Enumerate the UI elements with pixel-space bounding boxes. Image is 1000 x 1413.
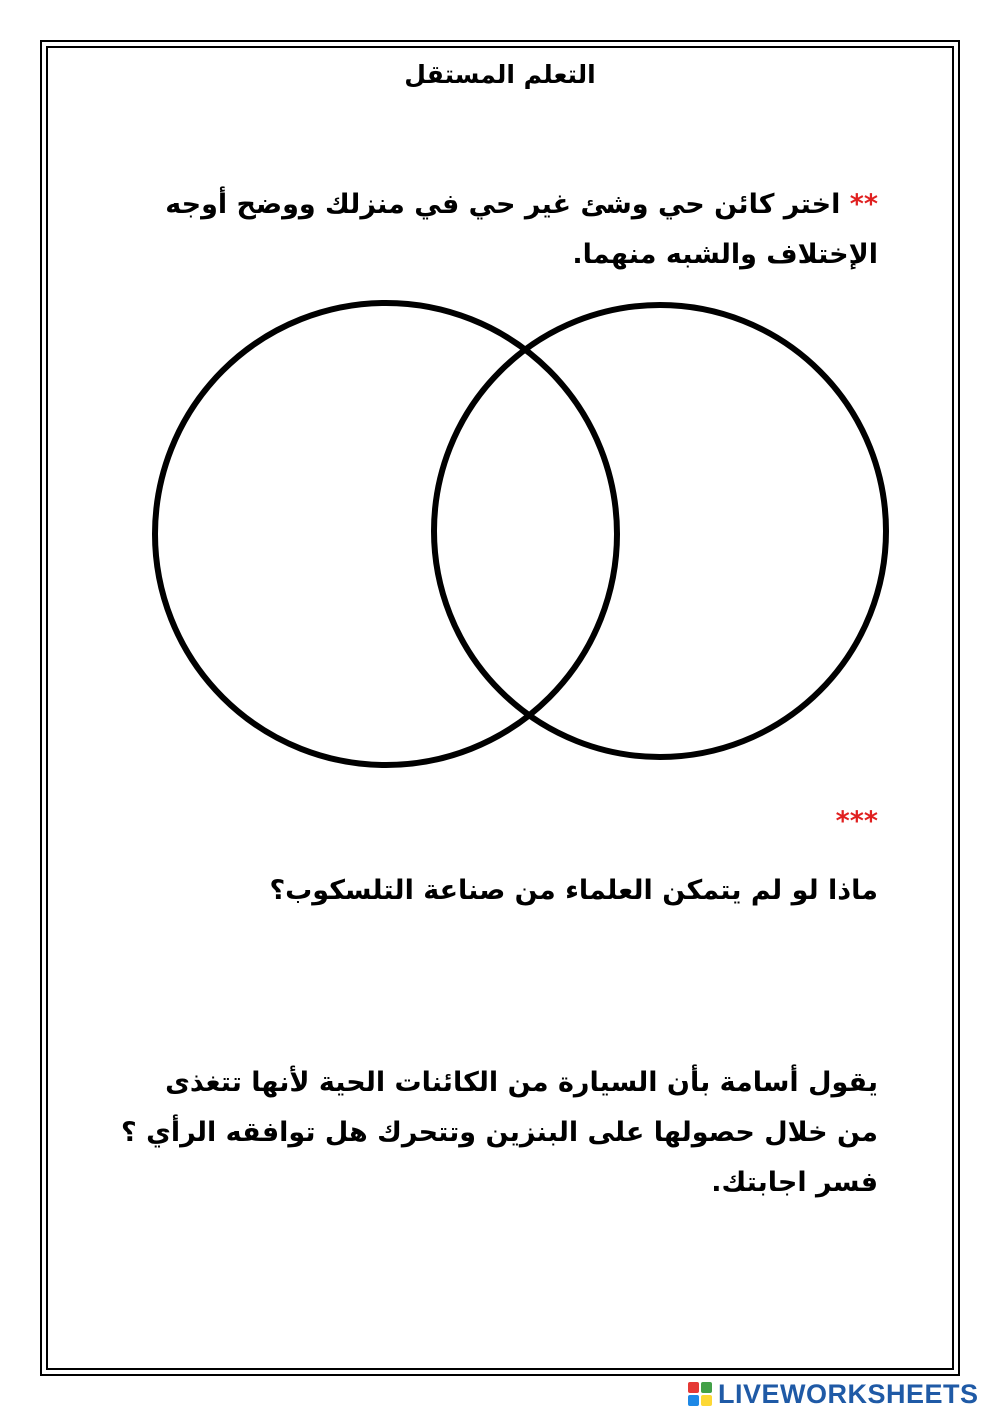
- brand-name: LIVEWORKSHEETS: [718, 1378, 979, 1409]
- liveworksheets-logo-icon: [688, 1382, 712, 1406]
- venn-circle-right: [434, 305, 886, 757]
- venn-circle-left: [155, 303, 617, 765]
- question-3-text: يقول أسامة بأن السيارة من الكائنات الحية لأنها تتغذى من خلال حصولها على البنزين وتتحرك هل توافقه الرأي ؟فسر اجابتك.: [121, 1067, 878, 1198]
- worksheet-title: التعلم المستقل: [404, 60, 596, 89]
- question-2-text: ماذا لو لم يتمكن العلماء من صناعة التلسكوب؟: [269, 875, 878, 906]
- footer-brand: [688, 1380, 979, 1408]
- question-1-text: اختر كائن حي وشئ غير حي في منزلك ووضح أوجه الإختلاف والشبه منهما.: [165, 189, 878, 270]
- question-1-stars: **: [849, 189, 878, 220]
- question-2-stars: ***: [835, 806, 878, 837]
